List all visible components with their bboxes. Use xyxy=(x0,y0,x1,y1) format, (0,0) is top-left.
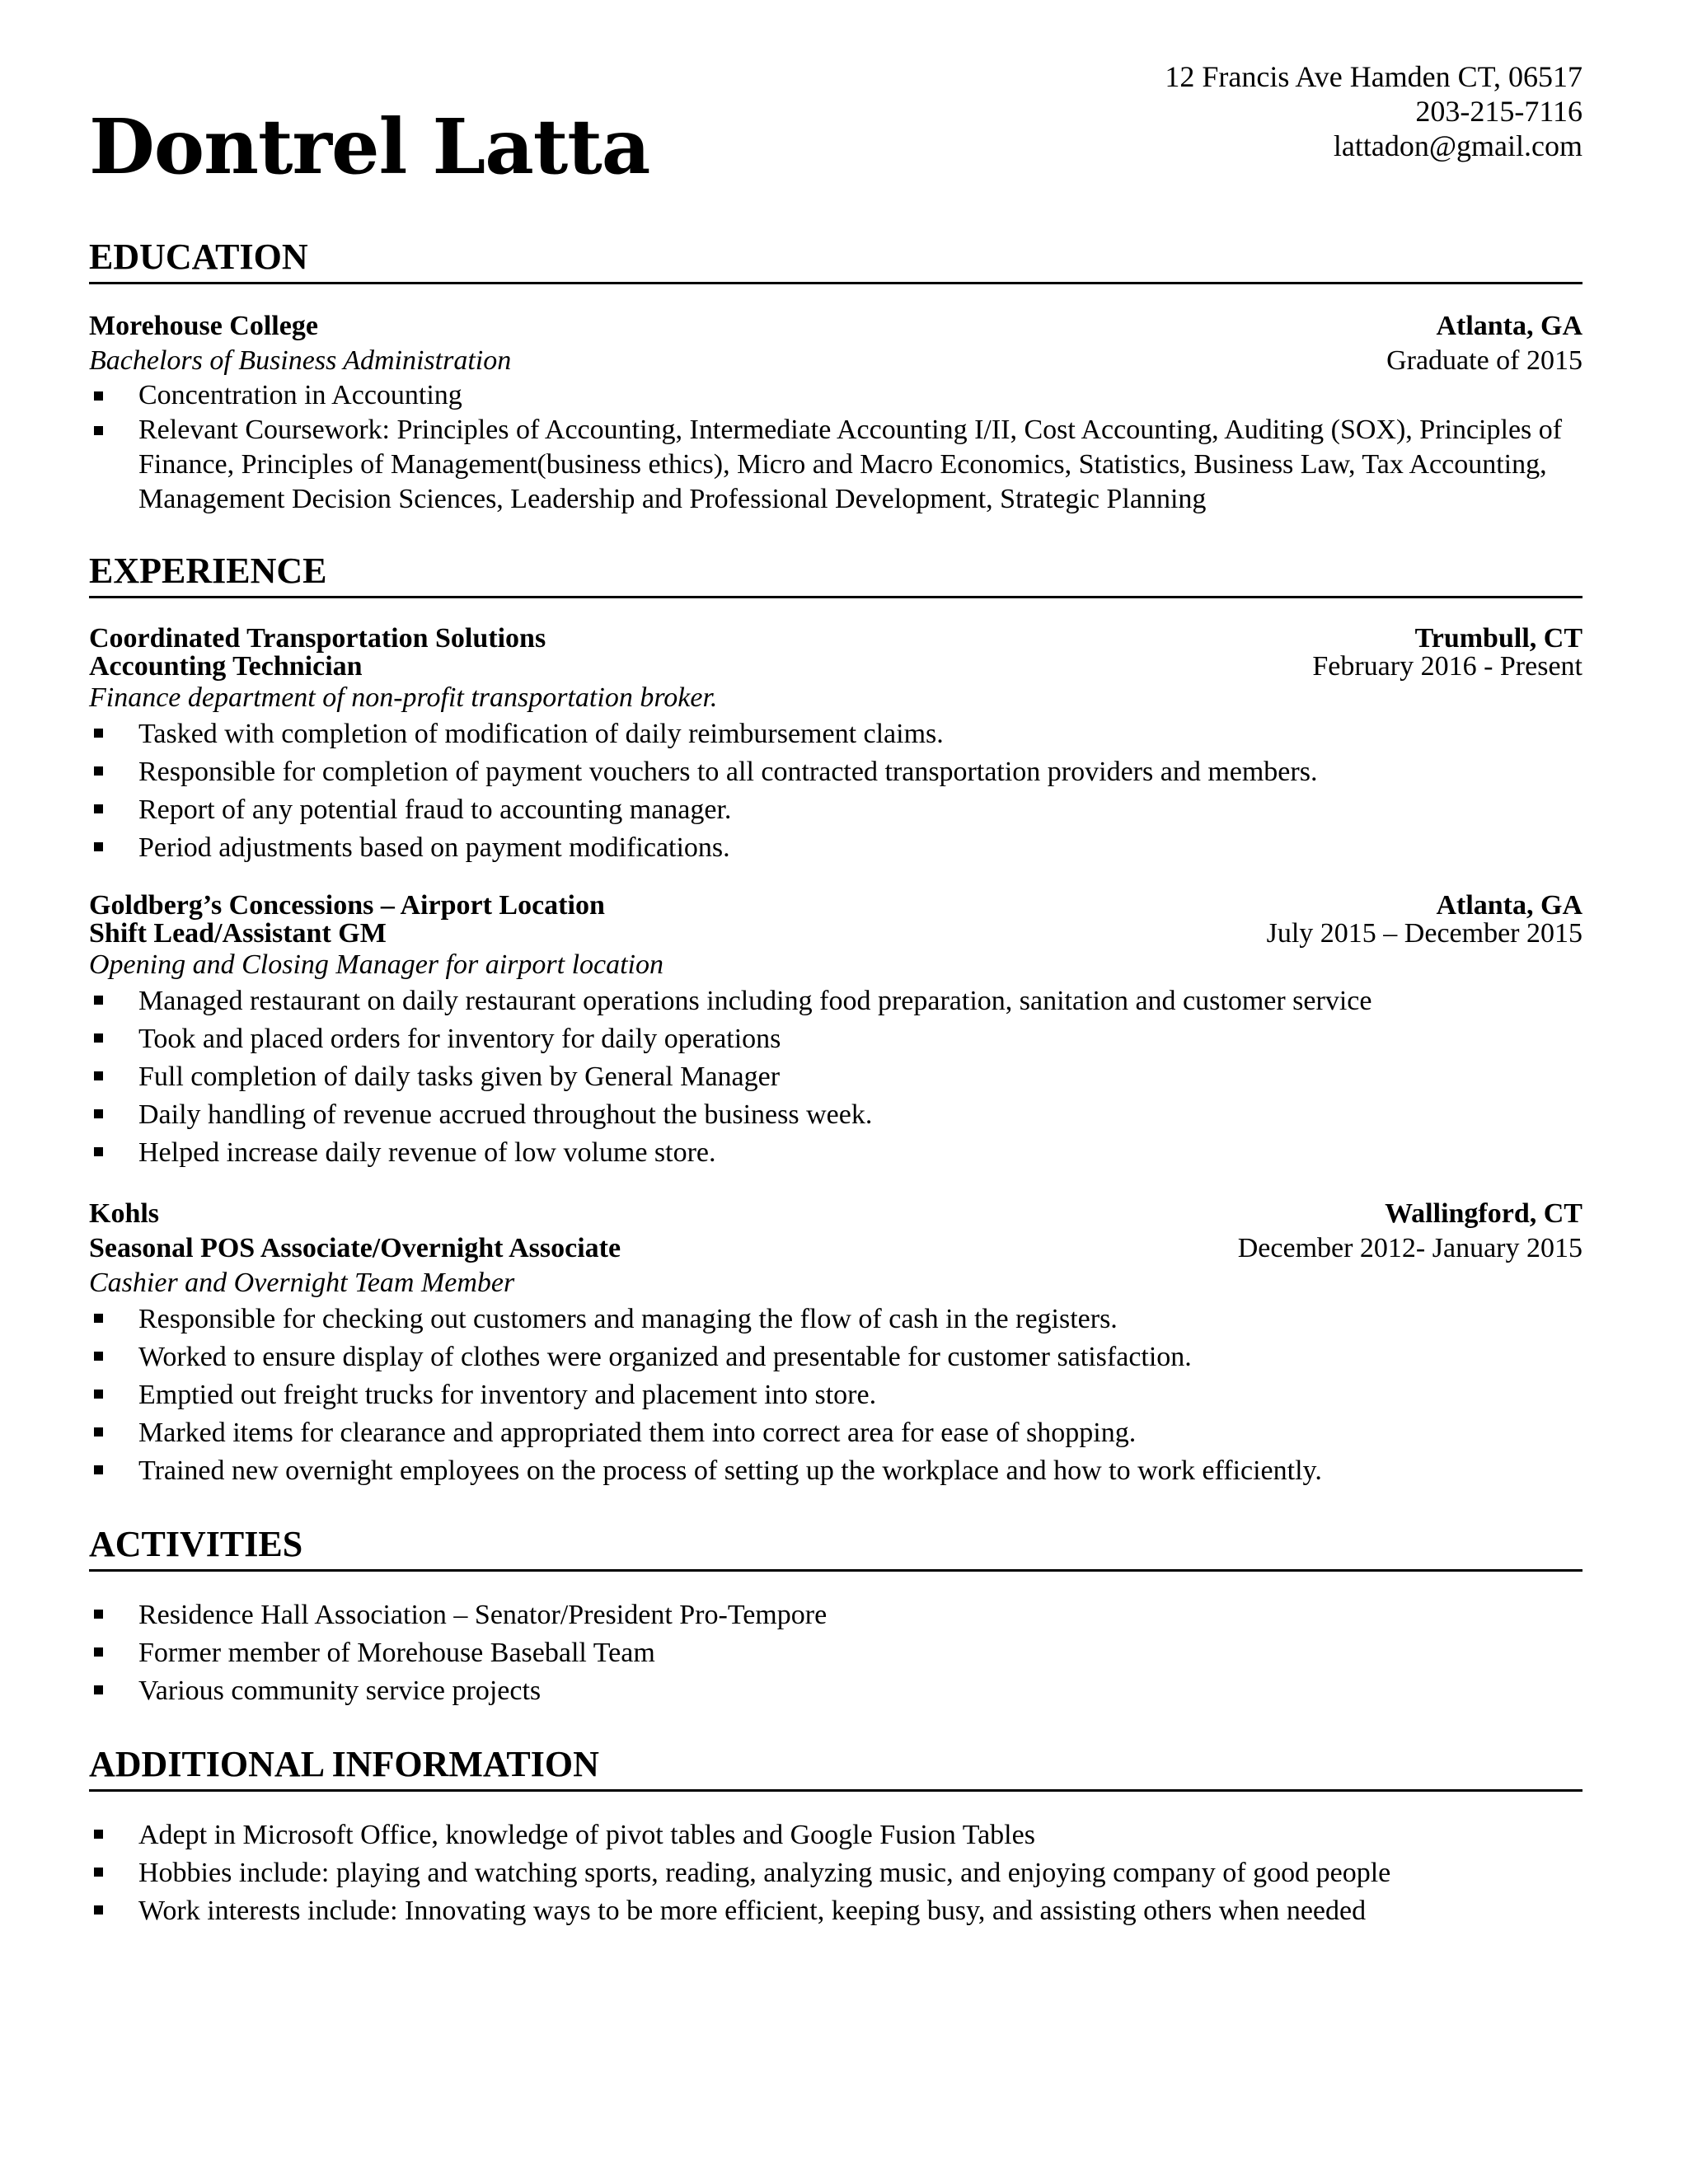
job-bullet-list xyxy=(89,982,1582,1172)
experience-section xyxy=(89,553,1582,1490)
bullet-square-icon xyxy=(94,1352,103,1361)
list-item: Former member of Morehouse Baseball Team xyxy=(89,1634,1582,1672)
bullet-square-icon xyxy=(94,1314,103,1323)
bullet-square-icon xyxy=(94,729,103,738)
job-location: Trumbull, CT xyxy=(1414,623,1582,654)
bullet-square-icon xyxy=(94,1147,103,1156)
company-name: Kohls xyxy=(89,1198,160,1229)
list-item: Helped increase daily revenue of low volume store. xyxy=(89,1134,1582,1172)
job-location: Wallingford, CT xyxy=(1385,1198,1582,1229)
job-description: Opening and Closing Manager for airport location xyxy=(89,949,663,980)
job-description-row xyxy=(89,1266,1582,1301)
additional-info-section xyxy=(89,1746,1582,1930)
bullet-square-icon xyxy=(94,1905,103,1915)
job-role-row xyxy=(89,653,1582,681)
bullet-square-icon xyxy=(94,1390,103,1399)
list-item: Various community service projects xyxy=(89,1672,1582,1710)
list-item: Tasked with completion of modification of daily reimbursement claims. xyxy=(89,715,1582,753)
company-name: Goldberg’s Concessions – Airport Location xyxy=(89,890,605,921)
bullet-square-icon xyxy=(94,1071,103,1080)
job-header-row xyxy=(89,1197,1582,1231)
email-address: lattadon@gmail.com xyxy=(1333,129,1582,162)
degree-name: Bachelors of Business Administration xyxy=(89,345,512,376)
education-bullet-list xyxy=(89,378,1582,517)
job-entry xyxy=(89,625,1582,867)
list-item: Daily handling of revenue accrued throughout the business week. xyxy=(89,1096,1582,1134)
contact-block xyxy=(1165,59,1582,163)
list-item: Full completion of daily tasks given by General Manager xyxy=(89,1058,1582,1096)
phone-number: 203-215-7116 xyxy=(1415,95,1582,128)
job-description-row xyxy=(89,681,1582,715)
bullet-square-icon xyxy=(94,996,103,1005)
bullet-square-icon xyxy=(94,842,103,851)
graduation-year: Graduate of 2015 xyxy=(1386,345,1582,376)
list-item: Responsible for checking out customers and managing the flow of cash in the registers. xyxy=(89,1301,1582,1338)
bullet-square-icon xyxy=(94,1830,103,1839)
education-section xyxy=(89,239,1582,517)
bullet-square-icon xyxy=(94,1868,103,1877)
resume-page xyxy=(89,0,1582,1930)
job-header-row xyxy=(89,625,1582,653)
job-header-row xyxy=(89,892,1582,920)
school-location: Atlanta, GA xyxy=(1436,311,1582,341)
list-item: Trained new overnight employees on the process of setting up the workplace and how to work efficiently. xyxy=(89,1452,1582,1490)
job-location: Atlanta, GA xyxy=(1436,890,1582,921)
job-entry xyxy=(89,892,1582,1172)
bullet-square-icon xyxy=(94,804,103,813)
bullet-square-icon xyxy=(94,426,103,435)
bullet-square-icon xyxy=(94,1033,103,1043)
section-title-activities: ACTIVITIES xyxy=(89,1526,1582,1572)
job-description-row xyxy=(89,948,1582,982)
bullet-square-icon xyxy=(94,766,103,776)
list-item: Concentration in Accounting xyxy=(89,378,1582,413)
list-item: Period adjustments based on payment modifications. xyxy=(89,829,1582,867)
candidate-name: Dontrel Latta xyxy=(89,102,650,191)
job-role-row xyxy=(89,1231,1582,1266)
bullet-square-icon xyxy=(94,1685,103,1694)
bullet-square-icon xyxy=(94,1109,103,1118)
school-name: Morehouse College xyxy=(89,311,318,341)
bullet-square-icon xyxy=(94,391,103,401)
list-item: Worked to ensure display of clothes were organized and presentable for customer satisfaction. xyxy=(89,1338,1582,1376)
job-description: Cashier and Overnight Team Member xyxy=(89,1268,515,1298)
job-role-row xyxy=(89,920,1582,948)
list-item: Took and placed orders for inventory for daily operations xyxy=(89,1020,1582,1058)
job-entry xyxy=(89,1197,1582,1490)
list-item: Relevant Coursework: Principles of Accounting, Intermediate Accounting I/II, Cost Accounting, Auditing (SOX), Principles of Finance, Principles of Management(business ethics), Micro and Macro Economics, Statistics, Business Law, Tax Accounting, Management Decision Sciences, Leadership and Professional Development, Strategic Planning xyxy=(89,413,1582,517)
activities-bullet-list xyxy=(89,1596,1582,1710)
bullet-square-icon xyxy=(94,1427,103,1436)
list-item: Hobbies include: playing and watching sports, reading, analyzing music, and enjoying company of good people xyxy=(89,1854,1582,1892)
list-item: Responsible for completion of payment vouchers to all contracted transportation providers and members. xyxy=(89,753,1582,791)
list-item: Adept in Microsoft Office, knowledge of pivot tables and Google Fusion Tables xyxy=(89,1816,1582,1854)
job-bullet-list xyxy=(89,715,1582,867)
list-item: Emptied out freight trucks for inventory and placement into store. xyxy=(89,1376,1582,1414)
job-description: Finance department of non-profit transportation broker. xyxy=(89,682,718,713)
bullet-square-icon xyxy=(94,1610,103,1619)
list-item: Work interests include: Innovating ways to be more efficient, keeping busy, and assisting others when needed xyxy=(89,1892,1582,1930)
job-dates: July 2015 – December 2015 xyxy=(1266,918,1582,949)
list-item: Marked items for clearance and appropriated them into correct area for ease of shopping. xyxy=(89,1414,1582,1452)
job-bullet-list xyxy=(89,1301,1582,1490)
list-item: Managed restaurant on daily restaurant operations including food preparation, sanitation and customer service xyxy=(89,982,1582,1020)
job-dates: February 2016 - Present xyxy=(1312,651,1582,682)
activities-section xyxy=(89,1526,1582,1710)
resume-header xyxy=(89,0,1582,239)
job-role: Accounting Technician xyxy=(89,651,363,682)
job-role: Seasonal POS Associate/Overnight Associate xyxy=(89,1233,621,1263)
additional-bullet-list xyxy=(89,1816,1582,1930)
bullet-square-icon xyxy=(94,1465,103,1474)
job-dates: December 2012- January 2015 xyxy=(1237,1233,1582,1263)
section-title-additional-information: ADDITIONAL INFORMATION xyxy=(89,1746,1582,1792)
company-name: Coordinated Transportation Solutions xyxy=(89,623,546,654)
bullet-square-icon xyxy=(94,1647,103,1657)
section-title-education: EDUCATION xyxy=(89,239,1582,284)
list-item: Residence Hall Association – Senator/President Pro-Tempore xyxy=(89,1596,1582,1634)
education-header-row xyxy=(89,309,1582,344)
job-role: Shift Lead/Assistant GM xyxy=(89,918,387,949)
section-title-experience: EXPERIENCE xyxy=(89,553,1582,598)
degree-row xyxy=(89,344,1582,378)
address: 12 Francis Ave Hamden CT, 06517 xyxy=(1165,60,1582,93)
list-item: Report of any potential fraud to accounting manager. xyxy=(89,791,1582,829)
